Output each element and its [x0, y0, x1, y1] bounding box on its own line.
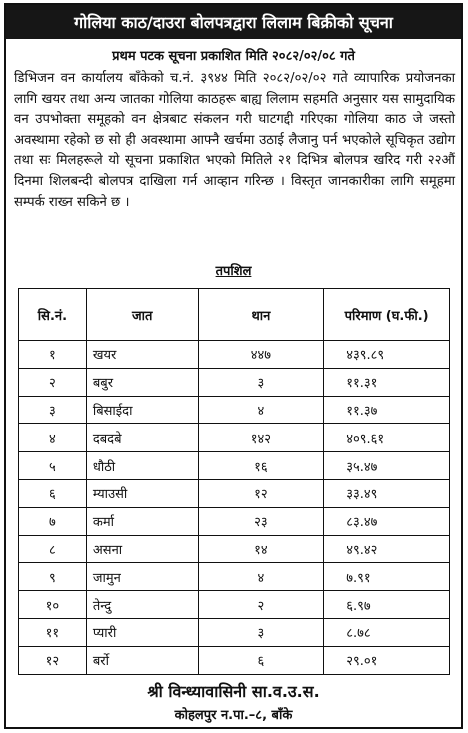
cell-quantity: ११.३१ [324, 368, 450, 396]
notice-title: गोलिया काठ/दाउरा बोलपत्रद्वारा लिलाम बिक्रीको सूचना [6, 5, 461, 39]
cell-quantity: ६.९७ [324, 591, 450, 619]
notice-body: डिभिजन वन कार्यालय बाँकेको च.नं. ३९४४ मिति २०८२/०२/०२ गते व्यापारिक प्रयोजनका लागि खयर तथा अन्य जातका गोलिया काठहरू बाह्य लिलाम सहमति अनुसार यस सामुदायिक वन उपभोक्ता समूहको वन क्षेत्रबाट संकलन गरी घाटगद्दी गरिएका गोलिया काठ जे जस्तो अवस्थामा रहेको छ सो ही अवस्थामा आफ्नै खर्चमा उठाई लैजानु पर्न भएकोले सूचिकृत उद्योग तथा सः मिलहरूले यो सूचना प्रकाशित भएको मितिले २१ दिभित्र बोलपत्र खरिद गरी २२औं दिनमा शिलबन्दी बोलपत्र दाखिला गर्न आव्हान गरिन्छ । विस्तृत जानकारीका लागि समूहमा सम्पर्क राख्न सकिने छ । [14, 71, 455, 210]
table-title: तपशिल [215, 264, 252, 279]
cell-pieces: ४ [198, 563, 324, 591]
cell-serial: १ [19, 341, 87, 369]
header-quantity: परिमाण (घ.फी.) [324, 289, 450, 341]
cell-species: असना [86, 535, 198, 563]
cell-quantity: २९.०१ [324, 646, 450, 674]
organization-address: कोहलपुर न.पा.–८, बाँके [174, 708, 293, 723]
timber-table [18, 288, 450, 675]
cell-serial: ६ [19, 479, 87, 507]
cell-quantity: ४३९.८९ [324, 341, 450, 369]
cell-species: जामुन [86, 563, 198, 591]
cell-quantity: ४०९.६१ [324, 424, 450, 452]
table-row [19, 341, 450, 369]
header-serial: सि.नं. [19, 289, 87, 341]
table-row [19, 535, 450, 563]
cell-species: खयर [86, 341, 198, 369]
cell-pieces: ४४७ [198, 341, 324, 369]
cell-pieces: १२ [198, 479, 324, 507]
cell-serial: २ [19, 368, 87, 396]
cell-pieces: १४२ [198, 424, 324, 452]
table-header-row [19, 289, 450, 341]
cell-pieces: २ [198, 591, 324, 619]
cell-serial: ५ [19, 452, 87, 480]
cell-species: बबुर [86, 368, 198, 396]
cell-pieces: १४ [198, 535, 324, 563]
cell-species: म्याउसी [86, 479, 198, 507]
cell-pieces: ६ [198, 646, 324, 674]
cell-quantity: ८.७८ [324, 618, 450, 646]
table-row [19, 452, 450, 480]
cell-serial: ११ [19, 618, 87, 646]
table-row [19, 646, 450, 674]
cell-pieces: २३ [198, 507, 324, 535]
header-pieces: थान [198, 289, 324, 341]
cell-quantity: ११.३७ [324, 396, 450, 424]
table-row [19, 591, 450, 619]
cell-quantity: ४९.४२ [324, 535, 450, 563]
cell-serial: १२ [19, 646, 87, 674]
cell-serial: ८ [19, 535, 87, 563]
cell-species: दबदबे [86, 424, 198, 452]
table-row [19, 396, 450, 424]
cell-species: बर्रो [86, 646, 198, 674]
table-row [19, 424, 450, 452]
cell-pieces: ४ [198, 396, 324, 424]
cell-species: तेन्दु [86, 591, 198, 619]
cell-pieces: १६ [198, 452, 324, 480]
table-row [19, 368, 450, 396]
cell-serial: ७ [19, 507, 87, 535]
header-species: जात [86, 289, 198, 341]
cell-serial: ३ [19, 396, 87, 424]
cell-pieces: ३ [198, 368, 324, 396]
cell-serial: ९ [19, 563, 87, 591]
table-row [19, 507, 450, 535]
cell-quantity: ७.९१ [324, 563, 450, 591]
cell-quantity: ८३.४७ [324, 507, 450, 535]
cell-pieces: ३ [198, 618, 324, 646]
table-row [19, 479, 450, 507]
table-row [19, 563, 450, 591]
cell-serial: ४ [19, 424, 87, 452]
cell-species: प्यारी [86, 618, 198, 646]
cell-species: कर्मा [86, 507, 198, 535]
cell-quantity: ३३.४९ [324, 479, 450, 507]
notice-frame [4, 3, 463, 729]
cell-serial: १० [19, 591, 87, 619]
cell-species: धौठी [86, 452, 198, 480]
publication-date-line: प्रथम पटक सूचना प्रकाशित मिति २०८२/०२/०८ गते [112, 49, 355, 64]
cell-species: बिसाईदा [86, 396, 198, 424]
organization-name: श्री विन्ध्यावासिनी सा.व.उ.स. [147, 682, 320, 701]
cell-quantity: ३५.४७ [324, 452, 450, 480]
table-row [19, 618, 450, 646]
